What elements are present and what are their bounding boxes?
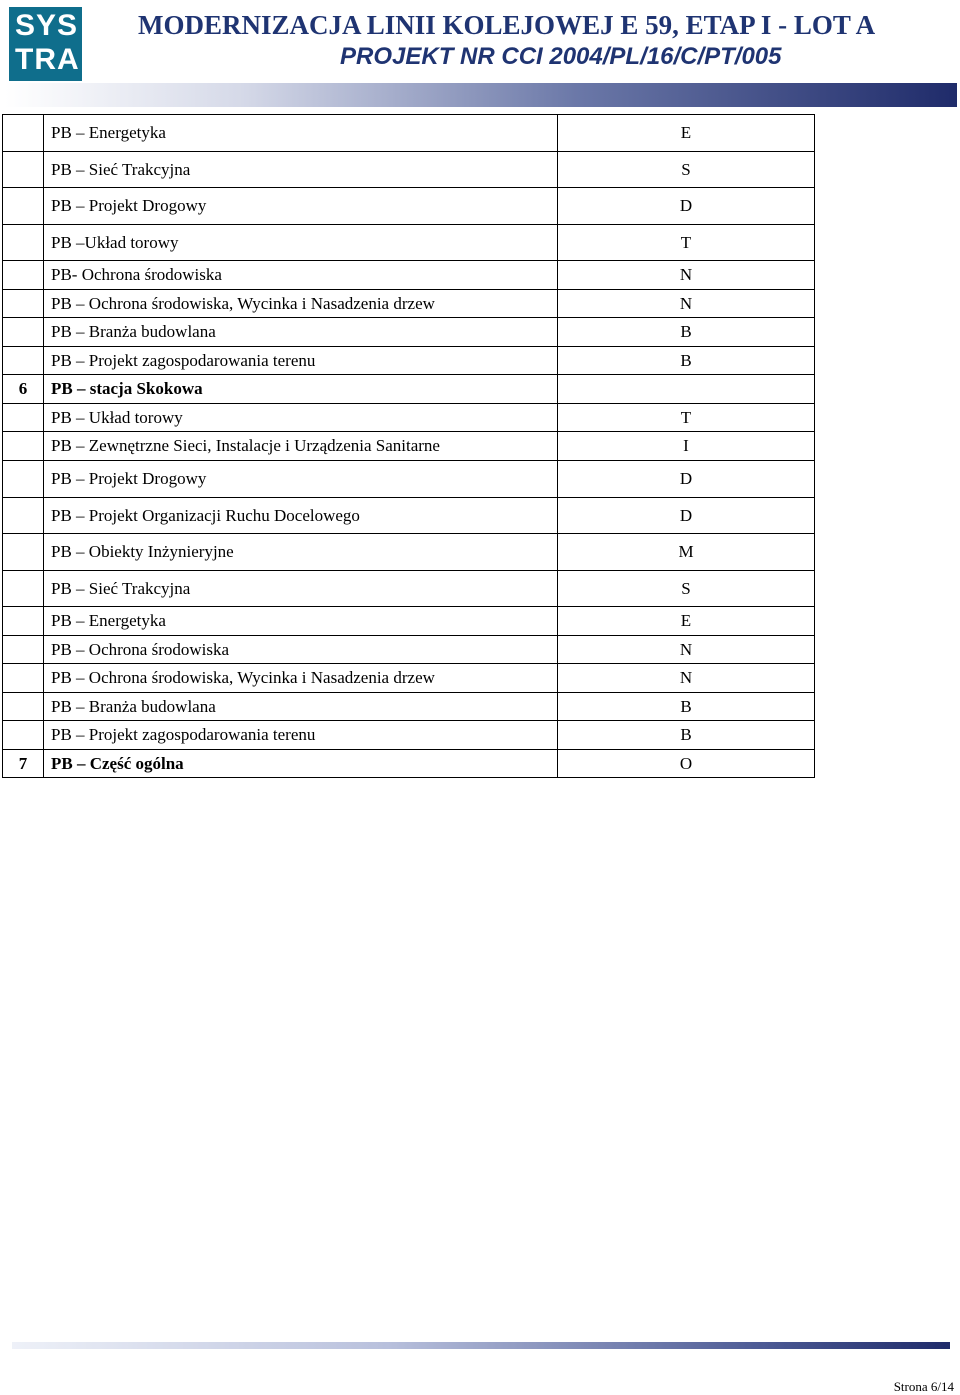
row-number-cell — [3, 636, 44, 664]
row-name-cell: PB – Projekt zagospodarowania terenu — [44, 347, 558, 375]
logo-line-2: TRA — [15, 43, 80, 76]
table-row — [3, 607, 815, 636]
row-number-cell — [3, 115, 44, 152]
systra-logo — [9, 7, 82, 81]
row-code-cell: N — [558, 290, 815, 318]
row-code-cell: D — [558, 498, 815, 534]
row-code-cell: O — [558, 750, 815, 778]
row-code-cell: I — [558, 432, 815, 461]
table-body — [3, 115, 815, 778]
page-number: Strona 6/14 — [893, 1379, 954, 1394]
row-code-cell: B — [558, 318, 815, 347]
row-number-cell — [3, 404, 44, 432]
row-code-cell: E — [558, 607, 815, 636]
table-row — [3, 693, 815, 721]
row-name-cell: PB – Obiekty Inżynieryjne — [44, 534, 558, 571]
table-row — [3, 375, 815, 404]
row-number-cell — [3, 721, 44, 750]
table-row — [3, 571, 815, 607]
document-title: MODERNIZACJA LINII KOLEJOWEJ E 59, ETAP I - LOT A — [138, 10, 876, 40]
row-name-cell: PB – Sieć Trakcyjna — [44, 152, 558, 188]
row-number-cell — [3, 152, 44, 188]
row-number-cell — [3, 607, 44, 636]
page-header — [0, 0, 960, 110]
row-name-cell: PB – Projekt Drogowy — [44, 188, 558, 225]
row-name-cell: PB – Część ogólna — [44, 750, 558, 778]
row-number-cell — [3, 693, 44, 721]
row-code-cell: D — [558, 188, 815, 225]
row-code-cell: N — [558, 664, 815, 693]
table-row — [3, 721, 815, 750]
project-number: PROJEKT NR CCI 2004/PL/16/C/PT/005 — [340, 43, 782, 70]
table-row — [3, 188, 815, 225]
row-number-cell — [3, 318, 44, 347]
table-row — [3, 115, 815, 152]
row-number-cell — [3, 225, 44, 261]
row-name-cell: PB – Ochrona środowiska — [44, 636, 558, 664]
table-row — [3, 347, 815, 375]
table-row — [3, 750, 815, 778]
table-row — [3, 498, 815, 534]
table-row — [3, 261, 815, 290]
header-gradient-bar — [5, 83, 957, 107]
row-name-cell: PB – stacja Skokowa — [44, 375, 558, 404]
row-code-cell — [558, 375, 815, 404]
row-code-cell: T — [558, 404, 815, 432]
row-number-cell: 7 — [3, 750, 44, 778]
row-code-cell: D — [558, 461, 815, 498]
row-number-cell — [3, 261, 44, 290]
row-name-cell: PB – Energetyka — [44, 607, 558, 636]
footer-gradient-bar — [12, 1342, 950, 1349]
row-code-cell: B — [558, 347, 815, 375]
row-name-cell: PB – Projekt Organizacji Ruchu Docelowego — [44, 498, 558, 534]
row-name-cell: PB – Energetyka — [44, 115, 558, 152]
row-name-cell: PB –Układ torowy — [44, 225, 558, 261]
table-row — [3, 290, 815, 318]
row-name-cell: PB – Ochrona środowiska, Wycinka i Nasadzenia drzew — [44, 664, 558, 693]
row-name-cell: PB – Zewnętrzne Sieci, Instalacje i Urządzenia Sanitarne — [44, 432, 558, 461]
row-code-cell: B — [558, 721, 815, 750]
row-name-cell: PB – Branża budowlana — [44, 318, 558, 347]
row-code-cell: E — [558, 115, 815, 152]
row-code-cell: S — [558, 571, 815, 607]
table-row — [3, 404, 815, 432]
row-number-cell — [3, 188, 44, 225]
row-number-cell — [3, 664, 44, 693]
row-name-cell: PB – Projekt zagospodarowania terenu — [44, 721, 558, 750]
table-row — [3, 534, 815, 571]
row-number-cell — [3, 461, 44, 498]
row-name-cell: PB – Ochrona środowiska, Wycinka i Nasadzenia drzew — [44, 290, 558, 318]
row-number-cell: 6 — [3, 375, 44, 404]
row-code-cell: S — [558, 152, 815, 188]
row-number-cell — [3, 432, 44, 461]
table-row — [3, 318, 815, 347]
row-name-cell: PB – Projekt Drogowy — [44, 461, 558, 498]
row-code-cell: T — [558, 225, 815, 261]
table-row — [3, 636, 815, 664]
row-code-cell: N — [558, 636, 815, 664]
row-name-cell: PB – Układ torowy — [44, 404, 558, 432]
row-name-cell: PB – Sieć Trakcyjna — [44, 571, 558, 607]
table-row — [3, 225, 815, 261]
row-code-cell: N — [558, 261, 815, 290]
table-row — [3, 432, 815, 461]
logo-line-1: SYS — [15, 9, 79, 42]
row-code-cell: M — [558, 534, 815, 571]
table-row — [3, 461, 815, 498]
row-code-cell: B — [558, 693, 815, 721]
document-list-table — [2, 114, 815, 778]
table-row — [3, 152, 815, 188]
row-name-cell: PB- Ochrona środowiska — [44, 261, 558, 290]
row-number-cell — [3, 347, 44, 375]
row-name-cell: PB – Branża budowlana — [44, 693, 558, 721]
row-number-cell — [3, 571, 44, 607]
table-row — [3, 664, 815, 693]
row-number-cell — [3, 290, 44, 318]
row-number-cell — [3, 498, 44, 534]
row-number-cell — [3, 534, 44, 571]
